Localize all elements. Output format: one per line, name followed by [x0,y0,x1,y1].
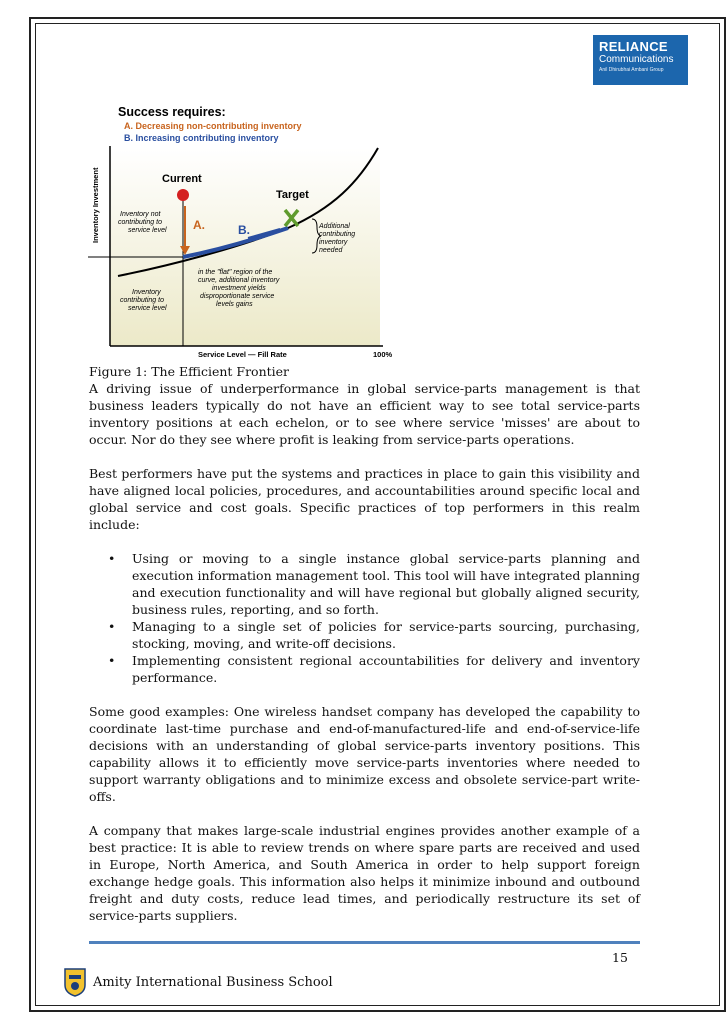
target-label: Target [276,189,309,201]
note-flat-region-line: in the "flat" region of the [198,269,273,276]
note-not-contributing-line: Inventory not [120,211,161,218]
note-contributing-line: contributing to [120,297,164,304]
x-axis-label: Service Level — Fill Rate [198,350,287,359]
note-additional-line: inventory [319,239,348,246]
current-label: Current [162,173,202,185]
practices-list [89,550,640,686]
list-item: • Managing to a single set of policies for service-parts sourcing, purchasing, stocking, moving, and write-off decisions. [132,618,640,652]
logo-line2: Communications [599,54,674,65]
list-item: • Implementing consistent regional accountabilities for delivery and inventory performance. [132,652,640,686]
amity-logo-icon [63,967,87,997]
note-not-contributing-line: service level [128,227,167,234]
reliance-logo [593,35,688,85]
note-flat-region-line: levels gains [216,301,253,308]
page-number: 15 [612,950,628,965]
note-contributing-line: service level [128,305,167,312]
note-flat-region-line: investment yields [212,285,266,292]
paragraph-4: A company that makes large-scale industrial engines provides another example of a best practice: It is able to review trends on where spare parts are received and used in Europe, North America, and South America in order to help support foreign exchange hedge goals. This information also helps it minimize inbound and outbound freight and duty costs, reduce lead times, and periodically restructure its set of service-parts suppliers. [89,823,640,923]
note-contributing-line: Inventory [132,289,161,296]
note-not-contributing-line: contributing to [118,219,162,226]
paragraph-1: A driving issue of underperformance in global service-parts management is that business leaders typically do not have an efficient way to see total service-parts inventory positions at each echelon, or to see where service 'misses' are about to occur. Nor do they see where profit is leaking from service-parts operations. [89,381,640,447]
figure-caption: Figure 1: The Efficient Frontier [89,364,290,379]
paragraph-2: Best performers have put the systems and practices in place to gain this visibility and have aligned local policies, procedures, and accountabilities around specific local and global service and cost goals. Specific practices of top performers in this realm include: [89,466,640,532]
figure-item-b: B. Increasing contributing inventory [124,133,279,143]
paragraph-3: Some good examples: One wireless handset company has developed the capability to coordinate last-time purchase and end-of-manufactured-life and end-of-service-life decisions with an understanding of global service-parts inventory positions. This capability allows it to efficiently move service-parts inventories where needed to support warranty obligations and to minimize excess and obsolete service-part write-offs. [89,704,640,804]
logo-line3: Anil Dhirubhai Ambani Group [599,67,664,73]
note-flat-region-line: disproportionate service [200,293,275,300]
body-text [89,380,640,941]
figure-item-a: A. Decreasing non-contributing inventory [124,121,302,131]
note-additional-line: needed [319,247,343,254]
marker-b: B. [238,223,250,237]
note-flat-region-line: curve, additional inventory [198,277,280,284]
y-axis-label: Inventory Investment [91,167,100,243]
note-additional-line: Additional [319,223,350,230]
marker-a: A. [193,218,205,232]
note-additional-line: contributing [319,231,356,238]
list-item: • Using or moving to a single instance global service-parts planning and execution information management tool. This tool will have integrated planning and execution functionality and will have regional but globally aligned security, business rules, reporting, and so forth. [132,550,640,618]
current-marker [177,189,189,201]
footer-rule [89,941,640,944]
logo-line1: RELIANCE [599,39,668,54]
efficient-frontier-figure [88,98,408,363]
school-name: Amity International Business School [93,975,333,990]
x-axis-max: 100% [373,350,393,359]
figure-heading: Success requires: [118,105,226,119]
